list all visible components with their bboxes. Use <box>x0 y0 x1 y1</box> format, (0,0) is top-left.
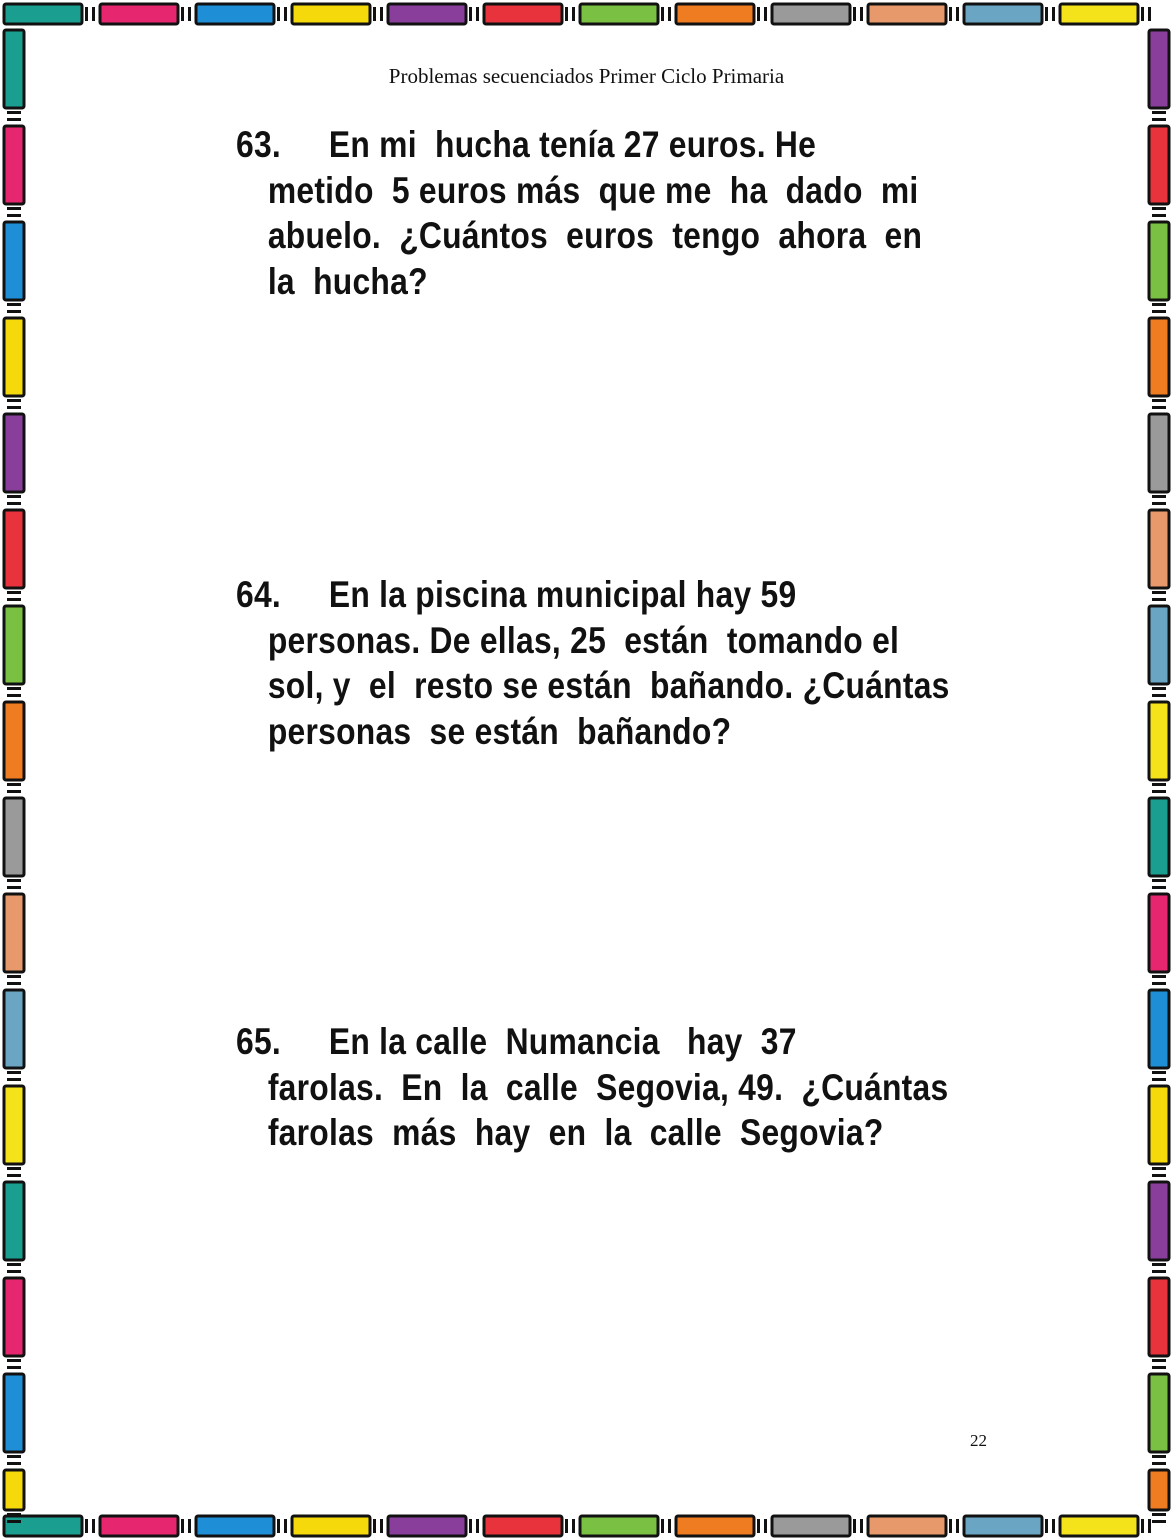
border-tick <box>7 1263 21 1266</box>
border-tick <box>1141 1519 1144 1533</box>
border-tick <box>1152 1520 1166 1523</box>
border-segment <box>580 1516 658 1536</box>
border-segment <box>1149 414 1169 492</box>
page-header: Problemas secuenciados Primer Ciclo Primaria <box>388 64 785 88</box>
border-tick <box>1152 1167 1166 1170</box>
border-tick <box>7 399 21 402</box>
border-tick <box>7 975 21 978</box>
border-segment <box>964 1516 1042 1536</box>
problem-64 <box>236 572 958 754</box>
border-tick <box>469 1519 472 1533</box>
border-segment <box>4 414 24 492</box>
border-segment <box>4 222 24 300</box>
border-segment <box>4 126 24 204</box>
border-segment <box>100 4 178 24</box>
border-tick <box>1152 214 1166 217</box>
border-tick <box>7 1270 21 1273</box>
problem-text-line: la hucha? <box>267 260 428 302</box>
border-tick <box>7 1462 21 1465</box>
problem-63 <box>236 122 958 304</box>
border-segment <box>580 4 658 24</box>
border-segment <box>4 318 24 396</box>
border-segment <box>4 510 24 588</box>
border-tick <box>757 1519 760 1533</box>
border-tick <box>7 982 21 985</box>
border-tick <box>7 310 21 313</box>
border-tick <box>7 694 21 697</box>
border-tick <box>7 1455 21 1458</box>
border-segment <box>1149 990 1169 1068</box>
border-tick <box>1152 598 1166 601</box>
border-tick <box>860 1519 863 1533</box>
border-tick <box>7 111 21 114</box>
border-segment <box>100 1516 178 1536</box>
border-tick <box>7 1359 21 1362</box>
problem-text-line: personas se están bañando? <box>267 710 732 752</box>
border-tick <box>1052 7 1055 21</box>
border-tick <box>1152 790 1166 793</box>
border-tick <box>7 1078 21 1081</box>
border-tick <box>7 495 21 498</box>
border-tick <box>1152 1174 1166 1177</box>
border-tick <box>7 1366 21 1369</box>
border-tick <box>92 1519 95 1533</box>
problem-text-line: En la calle Numancia hay 37 <box>328 1021 797 1062</box>
border-tick <box>181 1519 184 1533</box>
border-segment <box>1149 1374 1169 1452</box>
border-tick <box>7 118 21 121</box>
border-tick <box>1152 687 1166 690</box>
border-segment <box>4 990 24 1068</box>
border-segment <box>4 1086 24 1164</box>
border-tick <box>1152 975 1166 978</box>
border-segment <box>1149 894 1169 972</box>
border-tick <box>956 1519 959 1533</box>
border-segment <box>4 1278 24 1356</box>
border-tick <box>661 1519 664 1533</box>
problem-number: 65. <box>236 1021 282 1062</box>
problem-65 <box>236 1019 958 1156</box>
border-tick <box>7 303 21 306</box>
border-segment <box>772 1516 850 1536</box>
border-segment <box>964 4 1042 24</box>
border-tick <box>85 1519 88 1533</box>
border-segment <box>1060 4 1138 24</box>
problem-text-line: metido 5 euros más que me ha dado mi <box>267 169 919 211</box>
border-tick <box>188 7 191 21</box>
border-tick <box>1045 7 1048 21</box>
border-tick <box>1152 1078 1166 1081</box>
border-tick <box>1152 495 1166 498</box>
border-tick <box>1152 1071 1166 1074</box>
border-tick <box>1152 118 1166 121</box>
border-tick <box>7 783 21 786</box>
border-tick <box>1152 406 1166 409</box>
border-segment <box>868 1516 946 1536</box>
border-segment <box>4 1374 24 1452</box>
border-tick <box>949 7 952 21</box>
border-tick <box>469 7 472 21</box>
border-tick <box>476 7 479 21</box>
problem-number: 63. <box>236 124 282 165</box>
border-tick <box>764 1519 767 1533</box>
border-tick <box>1152 399 1166 402</box>
border-tick <box>1152 694 1166 697</box>
border-tick <box>1152 1263 1166 1266</box>
border-segment <box>4 1182 24 1260</box>
border-segment <box>1149 1086 1169 1164</box>
border-tick <box>1152 591 1166 594</box>
border-segment <box>1149 318 1169 396</box>
border-tick <box>1148 1519 1151 1533</box>
border-tick <box>380 7 383 21</box>
problem-text-line: En la piscina municipal hay 59 <box>328 574 797 615</box>
border-segment <box>1149 1278 1169 1356</box>
border-segment <box>4 606 24 684</box>
border-segment <box>1149 510 1169 588</box>
border-tick <box>7 1071 21 1074</box>
border-segment <box>1149 606 1169 684</box>
border-tick <box>7 214 21 217</box>
border-tick <box>92 7 95 21</box>
border-tick <box>1148 7 1151 21</box>
border-tick <box>7 598 21 601</box>
border-tick <box>1045 1519 1048 1533</box>
border-segment <box>676 1516 754 1536</box>
border-tick <box>85 7 88 21</box>
border-tick <box>572 1519 575 1533</box>
border-tick <box>1152 982 1166 985</box>
border-tick <box>661 7 664 21</box>
border-tick <box>7 687 21 690</box>
border-tick <box>7 1520 21 1523</box>
border-tick <box>1152 879 1166 882</box>
border-tick <box>188 1519 191 1533</box>
border-tick <box>476 1519 479 1533</box>
border-tick <box>277 7 280 21</box>
border-tick <box>7 1167 21 1170</box>
border-segment <box>292 1516 370 1536</box>
border-tick <box>1152 1455 1166 1458</box>
problem-text-line: En mi hucha tenía 27 euros. He <box>328 124 817 165</box>
border-segment <box>292 4 370 24</box>
border-tick <box>764 7 767 21</box>
border-tick <box>757 7 760 21</box>
border-tick <box>284 7 287 21</box>
border-segment <box>1149 1470 1169 1510</box>
border-tick <box>7 502 21 505</box>
border-tick <box>373 1519 376 1533</box>
border-segment <box>484 1516 562 1536</box>
border-tick <box>7 207 21 210</box>
border-tick <box>1152 207 1166 210</box>
border-segment <box>4 798 24 876</box>
border-segment <box>4 702 24 780</box>
border-tick <box>373 7 376 21</box>
page-number: 22 <box>970 1431 987 1450</box>
border-segment <box>4 4 82 24</box>
problem-text-line: abuelo. ¿Cuántos euros tengo ahora en <box>267 215 923 256</box>
border-tick <box>1152 783 1166 786</box>
border-tick <box>7 790 21 793</box>
border-segment <box>388 4 466 24</box>
border-tick <box>853 7 856 21</box>
border-tick <box>1052 1519 1055 1533</box>
border-tick <box>7 886 21 889</box>
border-segment <box>1149 798 1169 876</box>
border-segment <box>388 1516 466 1536</box>
problem-number: 64. <box>236 574 282 615</box>
border-segment <box>1060 1516 1138 1536</box>
problem-text-line: sol, y el resto se están bañando. ¿Cuántas <box>267 665 950 706</box>
border-tick <box>7 406 21 409</box>
border-tick <box>284 1519 287 1533</box>
border-segment <box>1149 126 1169 204</box>
border-tick <box>1152 111 1166 114</box>
problem-text-line: farolas más hay en la calle Segovia? <box>267 1112 884 1153</box>
border-segment <box>196 4 274 24</box>
border-tick <box>565 7 568 21</box>
border-segment <box>484 4 562 24</box>
problem-text-line: personas. De ellas, 25 están tomando el <box>267 619 900 661</box>
border-segment <box>4 1470 24 1510</box>
border-tick <box>1152 303 1166 306</box>
border-tick <box>1152 1513 1166 1516</box>
border-tick <box>668 1519 671 1533</box>
border-tick <box>1152 886 1166 889</box>
border-tick <box>7 591 21 594</box>
border-tick <box>181 7 184 21</box>
border-segment <box>4 1516 82 1536</box>
border-tick <box>1141 7 1144 21</box>
border-tick <box>565 1519 568 1533</box>
border-tick <box>7 1513 21 1516</box>
border-tick <box>949 1519 952 1533</box>
problem-text-line: farolas. En la calle Segovia, 49. ¿Cuántas <box>267 1066 949 1108</box>
border-tick <box>7 879 21 882</box>
border-tick <box>1152 1462 1166 1465</box>
border-tick <box>1152 1270 1166 1273</box>
border-tick <box>277 1519 280 1533</box>
border-segment <box>772 4 850 24</box>
border-segment <box>1149 1182 1169 1260</box>
border-tick <box>380 1519 383 1533</box>
border-segment <box>4 894 24 972</box>
border-tick <box>1152 1359 1166 1362</box>
border-segment <box>1149 702 1169 780</box>
border-segment <box>676 4 754 24</box>
border-tick <box>1152 310 1166 313</box>
border-tick <box>860 7 863 21</box>
border-tick <box>572 7 575 21</box>
border-segment <box>196 1516 274 1536</box>
border-tick <box>1152 1366 1166 1369</box>
border-segment <box>1149 222 1169 300</box>
border-segment <box>868 4 946 24</box>
border-tick <box>1152 502 1166 505</box>
border-tick <box>668 7 671 21</box>
border-tick <box>956 7 959 21</box>
border-tick <box>7 1174 21 1177</box>
border-tick <box>853 1519 856 1533</box>
